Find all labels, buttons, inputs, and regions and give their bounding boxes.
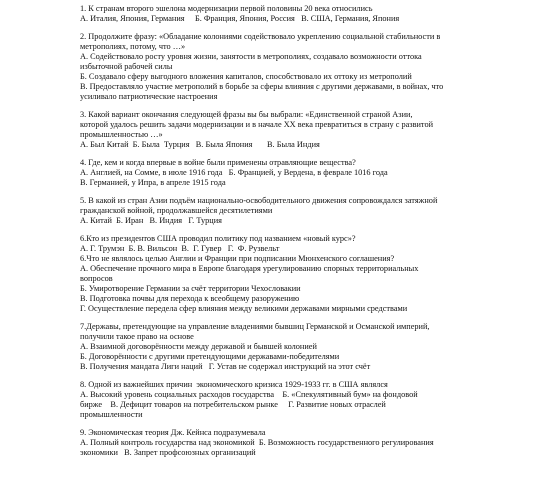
question-5-text-cont: гражданской войной, продолжавшейся десятилетиями — [80, 206, 273, 215]
question-6-options: А. Г. Трумэн Б. В. Вильсон В. Г. Гувер Г. Ф. Рузвельт — [80, 244, 280, 253]
question-5 — [80, 196, 532, 226]
question-3-text-cont: которой удалось решить задачи модернизации и в начале XX века превратиться в страну с развитой — [80, 120, 434, 129]
question-1-text: 1. К странам второго эшелона модернизации первой половины 20 века относились — [80, 4, 373, 13]
question-3-text: 3. Какой вариант окончания следующей фразы вы бы выбрали: «Единственной страной Азии, — [80, 110, 413, 119]
question-6b-option-a-cont: вопросов — [80, 274, 113, 283]
question-3-options: А. Был Китай Б. Была Турция В. Была Япония В. Была Индия — [80, 140, 320, 149]
question-6b — [80, 254, 532, 314]
question-5-text: 5. В какой из стран Азии подъём национально-освободительного движения сопровождался затяжной — [80, 196, 438, 205]
question-7-text: 7.Державы, претендующие на управление владениями бывшиц Германской и Османской империй, — [80, 322, 430, 331]
question-6b-option-c: В. Подготовка почвы для перехода к всеобщему разоружению — [80, 294, 300, 303]
question-4-text: 4. Где, кем и когда впервые в войне были применены отравляющие вещества? — [80, 158, 356, 167]
question-5-options: А. Китай Б. Иран В. Индия Г. Турция — [80, 216, 222, 225]
question-2-option-b: Б. Создавало сферу выгодного вложения капиталов, способствовало их оттоку из метрополий — [80, 72, 412, 81]
question-2-option-c-cont: усиливало патриотические настроения — [80, 92, 218, 101]
question-9-options: А. Полный контроль государства над экономикой Б. Возможность государственного регулирования — [80, 438, 434, 447]
question-4-options-cont: В. Германией, у Ипра, в апреле 1915 года — [80, 178, 226, 187]
question-7-option-b: Б. Договорённости с другими претендующими державами-победителями — [80, 352, 340, 361]
question-2-option-a: А. Содействовало росту уровня жизни, занятости в метрополиях, создавало возможности оттока — [80, 52, 422, 61]
question-7 — [80, 322, 532, 372]
question-4 — [80, 158, 532, 188]
question-2-text: 2. Продолжите фразу: «Обладание колониями содействовало укреплению социальной стабильности в — [80, 32, 441, 41]
question-2 — [80, 32, 532, 102]
question-4-options: А. Англией, на Сомме, в июле 1916 года Б. Францией, у Вердена, в феврале 1016 года — [80, 168, 388, 177]
question-8-options-cont2: промышленности — [80, 410, 143, 419]
question-9 — [80, 428, 532, 458]
question-9-text: 9. Экономическая теория Дж. Кейнса подразумевала — [80, 428, 266, 437]
question-3 — [80, 110, 532, 150]
question-2-text-cont: метрополиях, потому, что …» — [80, 42, 186, 51]
question-7-option-a: А. Взаимной договорённости между державой и бывшей колонией — [80, 342, 317, 351]
question-1 — [80, 4, 532, 24]
question-1-options: А. Италия, Япония, Германия Б. Франция, Япония, Россия В. США, Германия, Япония — [80, 14, 400, 23]
question-6b-option-b: Б. Умиротворение Германии за счёт территории Чехословакии — [80, 284, 301, 293]
question-7-option-c: В. Получения мандата Лиги наций Г. Устав не содержал инструкций на этот счёт — [80, 362, 371, 371]
question-7-text-cont: получили такое право на основе — [80, 332, 194, 341]
question-6-text: 6.Кто из президентов США проводил политику под названием «новый курс»? — [80, 234, 356, 243]
question-8 — [80, 380, 532, 420]
question-6b-option-d: Г. Осуществление передела сфер влияния между великими державами мирными средствами — [80, 304, 408, 313]
question-3-text-cont2: промышленностью …» — [80, 130, 163, 139]
question-6 — [80, 234, 532, 254]
question-2-option-a-cont: избыточной рабочей силы — [80, 62, 173, 71]
question-6b-option-a: А. Обеспечение прочного мира в Европе благодаря урегулированию спорных территориальных — [80, 264, 419, 273]
question-8-text: 8. Одной из важнейших причин экономического кризиса 1929-1933 гг. в США являлся — [80, 380, 388, 389]
question-8-options-cont: бирже В. Дефицит товаров на потребительском рынке Г. Развитие новых отраслей — [80, 400, 386, 409]
question-2-option-c: В. Предоставляло участие метрополий в борьбе за сферы влияния с другими державами, в войнах, что — [80, 82, 444, 91]
question-8-options: А. Высокий уровень социальных расходов государства Б. «Спекулятивный бум» на фондовой — [80, 390, 418, 399]
question-9-options-cont: экономики В. Запрет профсоюзных организаций — [80, 448, 256, 457]
question-6b-text: 6.Что не являлось целью Англии и Франции при подписании Мюнхенского соглашения? — [80, 254, 395, 263]
